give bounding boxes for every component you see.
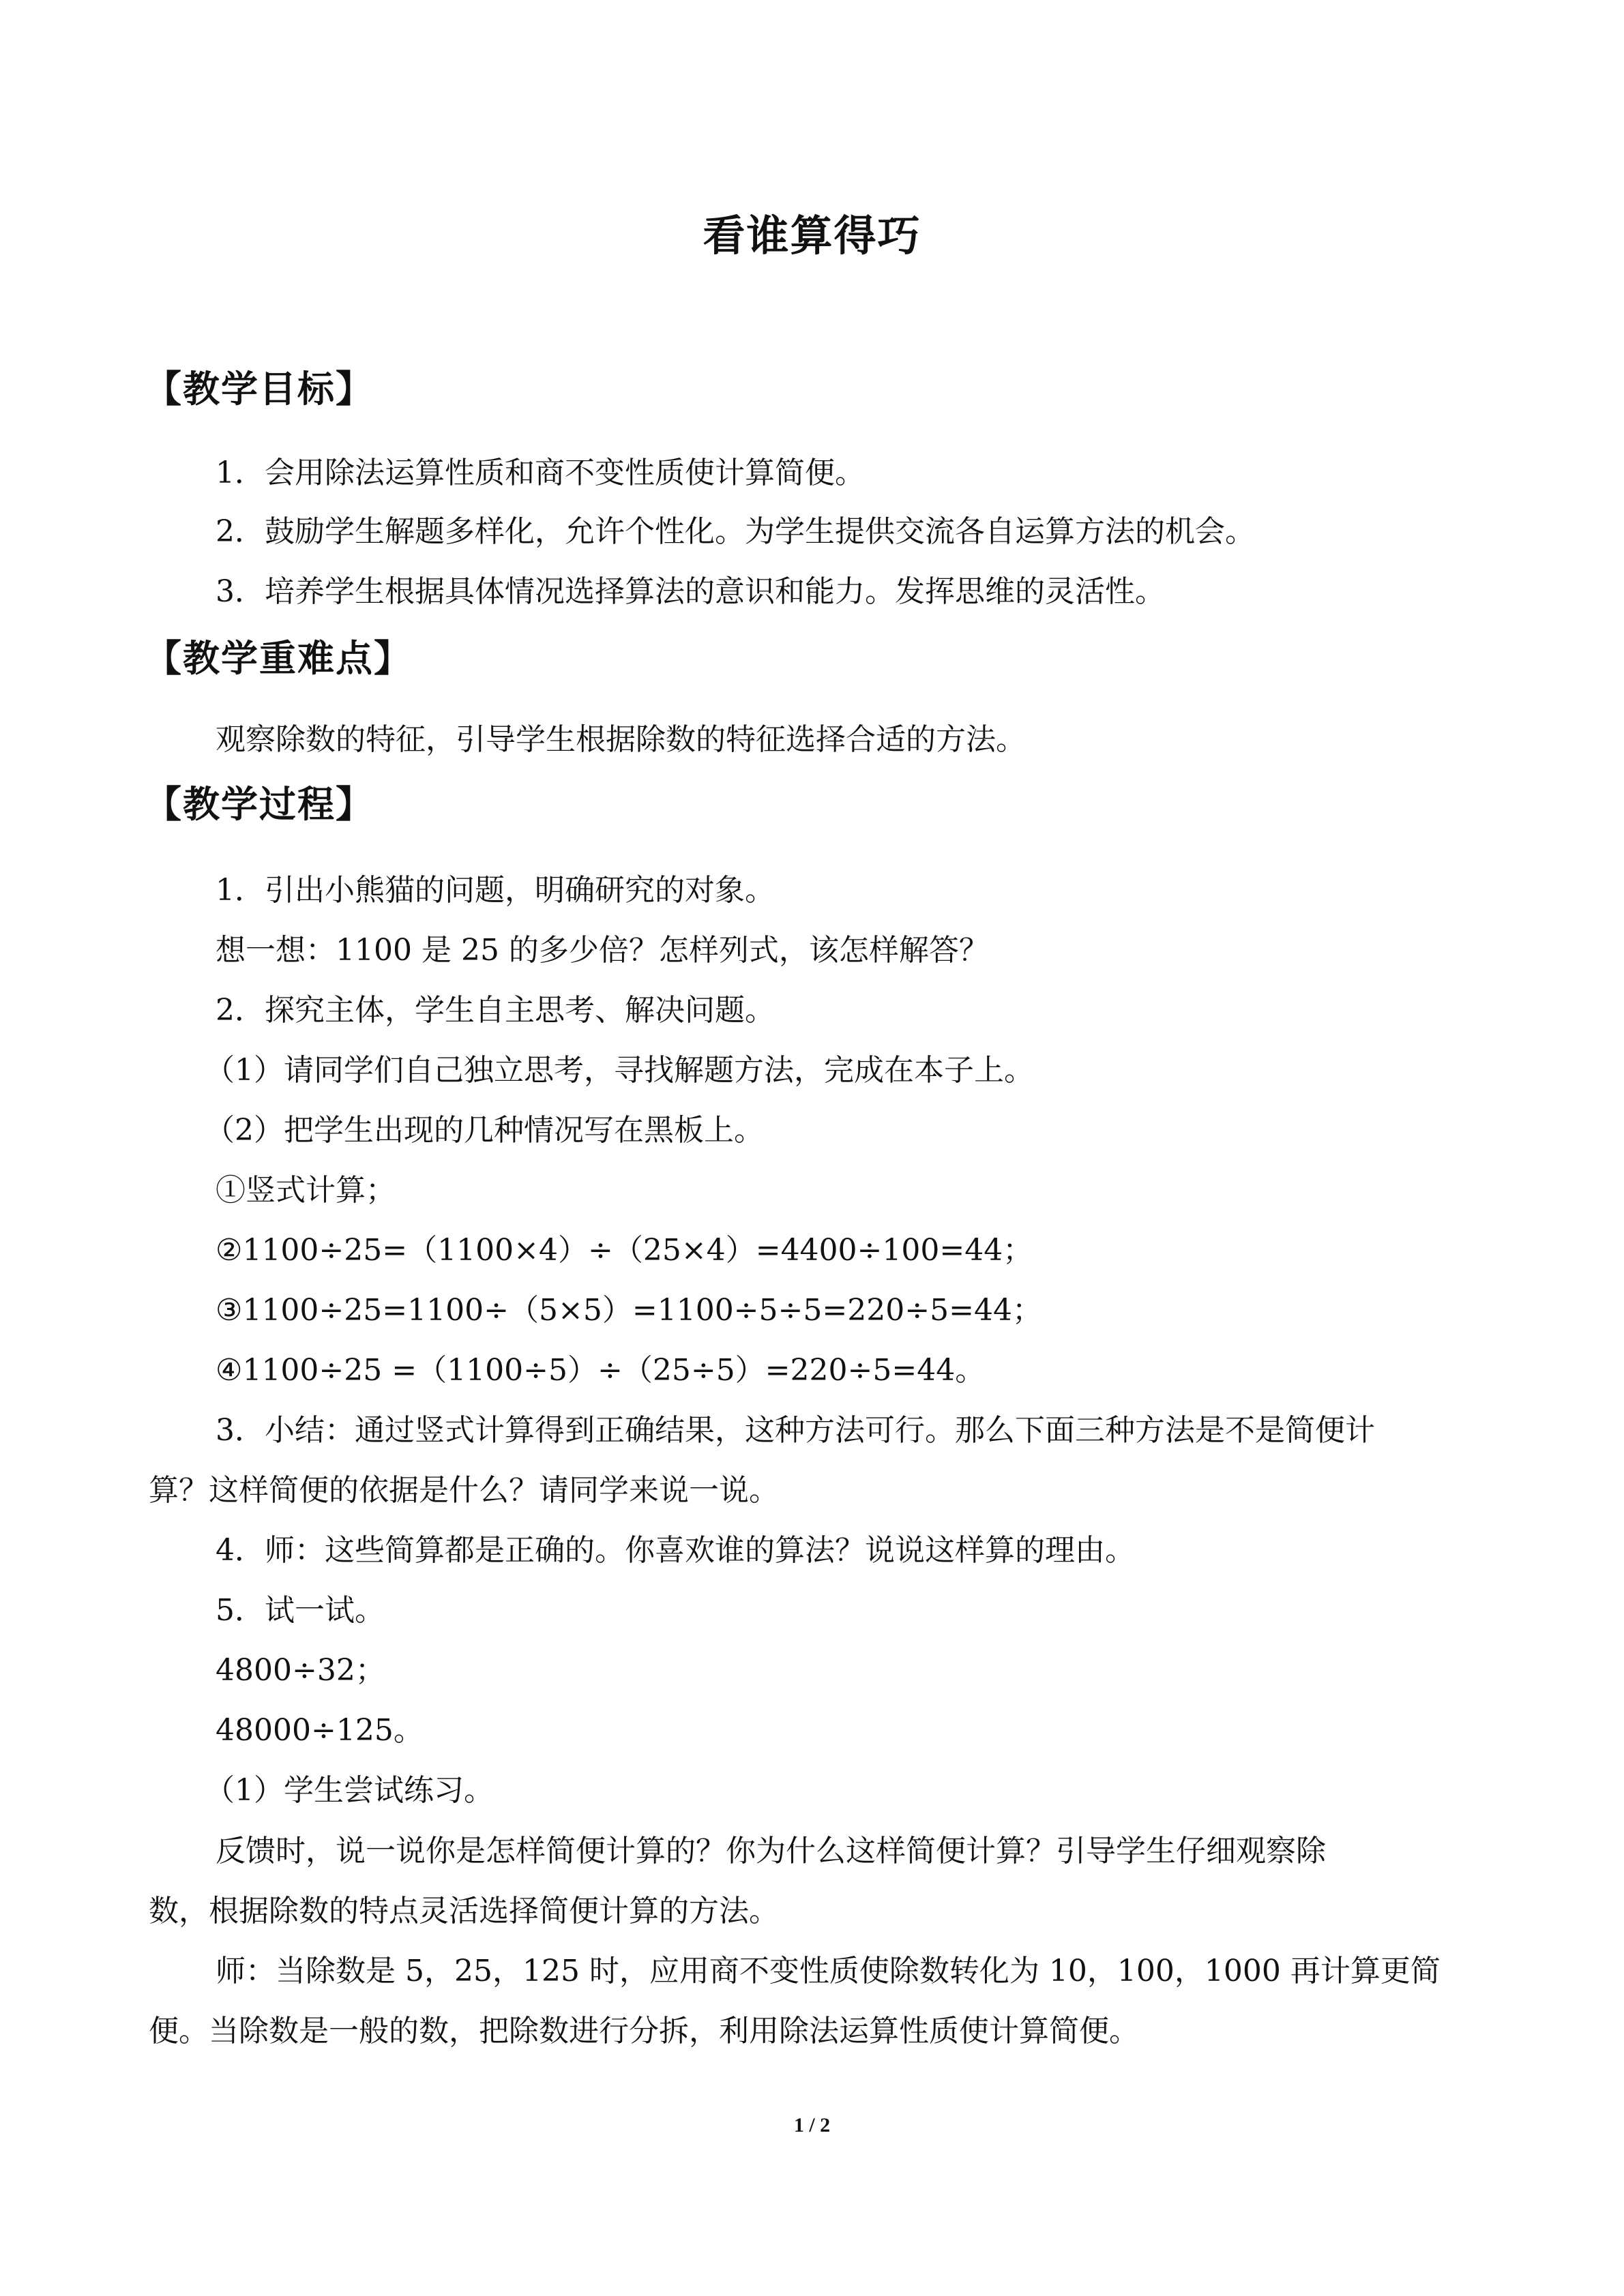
process-line: 3．小结：通过竖式计算得到正确结果，这种方法可行。那么下面三种方法是不是简便计 [216, 1413, 1375, 1448]
process-line: 5．试一试。 [216, 1593, 385, 1628]
process-line: 反馈时，说一说你是怎样简便计算的？你为什么这样简便计算？引导学生仔细观察除 [216, 1834, 1326, 1868]
process-line: （1）请同学们自己独立思考，寻找解题方法，完成在本子上。 [205, 1053, 1034, 1088]
section-heading-process: 【教学过程】 [145, 783, 374, 826]
process-line: 算？这样简便的依据是什么？请同学来说一说。 [149, 1473, 779, 1508]
process-line: ④1100÷25 =（1100÷5）÷（25÷5）=220÷5=44。 [216, 1353, 986, 1388]
section-heading-goals: 【教学目标】 [145, 368, 374, 411]
process-line: 4．师：这些简算都是正确的。你喜欢谁的算法？说说这样算的理由。 [216, 1533, 1135, 1568]
process-line: （2）把学生出现的几种情况写在黑板上。 [205, 1113, 764, 1148]
process-line: 师：当除数是 5，25，125 时，应用商不变性质使除数转化为 10，100，1000 再计算更简 [216, 1954, 1441, 1988]
process-line: 2．探究主体，学生自主思考、解决问题。 [216, 993, 775, 1028]
section-heading-key-points: 【教学重难点】 [145, 637, 412, 680]
process-line: ①竖式计算； [216, 1173, 396, 1208]
process-line: 1．引出小熊猫的问题，明确研究的对象。 [216, 873, 775, 908]
goal-item: 1．会用除法运算性质和商不变性质使计算简便。 [216, 456, 865, 490]
page-title: 看谁算得巧 [703, 211, 921, 260]
process-line: ③1100÷25=1100÷（5×5）=1100÷5÷5=220÷5=44； [216, 1293, 1042, 1328]
process-line: 想一想：1100 是 25 的多少倍？怎样列式，该怎样解答？ [216, 933, 989, 968]
process-line: 4800÷32； [216, 1653, 385, 1688]
process-line: 数，根据除数的特点灵活选择简便计算的方法。 [149, 1894, 779, 1928]
process-line: 48000÷125。 [216, 1713, 424, 1748]
process-line: ②1100÷25=（1100×4）÷（25×4）=4400÷100=44； [216, 1233, 1033, 1268]
key-points-text: 观察除数的特征，引导学生根据除数的特征选择合适的方法。 [216, 722, 1026, 757]
goal-item: 2．鼓励学生解题多样化，允许个性化。为学生提供交流各自运算方法的机会。 [216, 514, 1255, 549]
process-line: （1）学生尝试练习。 [205, 1773, 494, 1808]
process-line: 便。当除数是一般的数，把除数进行分拆，利用除法运算性质使计算简便。 [149, 2014, 1139, 2048]
goal-item: 3．培养学生根据具体情况选择算法的意识和能力。发挥思维的灵活性。 [216, 574, 1165, 609]
page-number: 1 / 2 [793, 2114, 831, 2136]
